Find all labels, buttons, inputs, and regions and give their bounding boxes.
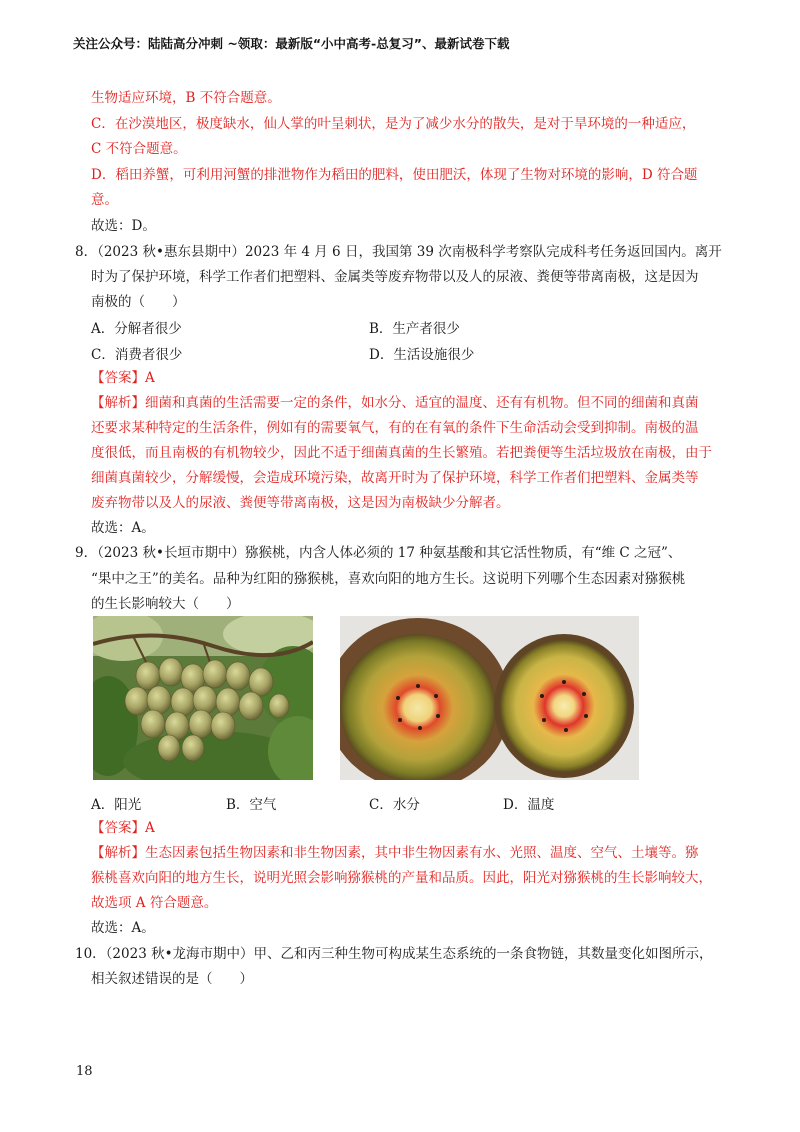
kiwi-cross-section-photo <box>340 616 639 780</box>
analysis-line: 猴桃喜欢向阳的地方生长，说明光照会影响猕猴桃的产量和品质。因此，阳光对猕猴桃的生长影响较大， <box>91 870 712 886</box>
analysis-line: 还要求某种特定的生活条件，例如有的需要氧气，有的在有氧的条件下生命活动会受到抑制。南极的温 <box>91 420 699 436</box>
text-line: C．在沙漠地区，极度缺水，仙人掌的叶呈刺状，是为了减少水分的散失，是对于旱环境的一种适应， <box>91 116 696 132</box>
option-c: C．水分 <box>369 797 420 813</box>
option-a: A．阳光 <box>91 797 142 813</box>
option-d: D．生活设施很少 <box>369 347 475 363</box>
choose-line: 故选：A。 <box>91 520 155 536</box>
answer-line: 【答案】A <box>91 370 155 386</box>
question-8-line: 8．（2023 秋•惠东县期中）2023 年 4 月 6 日，我国第 39 次南极科学考察队完成科考任务返回国内。离开 <box>75 244 722 260</box>
option-b: B．生产者很少 <box>369 321 460 337</box>
text-line: C 不符合题意。 <box>91 141 187 157</box>
question-10-line: 10．（2023 秋•龙海市期中）甲、乙和丙三种生物可构成某生态系统的一条食物链，其数量变化如图所示， <box>75 946 713 962</box>
option-a: A．分解者很少 <box>91 321 182 337</box>
option-d: D．温度 <box>503 797 555 813</box>
question-9-line: 的生长影响较大（ ） <box>91 596 240 612</box>
text-line: 意。 <box>91 192 118 208</box>
choose-line: 故选：D。 <box>91 218 156 234</box>
answer-line: 【答案】A <box>91 820 155 836</box>
question-9-line: “果中之王”的美名。品种为红阳的猕猴桃，喜欢向阳的地方生长。这说明下列哪个生态因素对猕猴桃 <box>91 571 686 587</box>
text-line: 生物适应环境，B 不符合题意。 <box>91 90 281 106</box>
choose-line: 故选：A。 <box>91 920 155 936</box>
question-8-line: 南极的（ ） <box>91 294 186 310</box>
analysis-line: 度很低，而且南极的有机物较少，因此不适于细菌真菌的生长繁殖。若把粪便等生活垃圾放在南极，由于 <box>91 445 712 461</box>
kiwi-vine-photo <box>93 616 313 780</box>
analysis-line: 【解析】细菌和真菌的生活需要一定的条件，如水分、适宜的温度、还有有机物。但不同的细菌和真菌 <box>91 395 699 411</box>
analysis-line: 细菌真菌较少，分解缓慢，会造成环境污染，故离开时为了保护环境，科学工作者们把塑料、金属类等 <box>91 470 699 486</box>
text-line: D．稻田养蟹，可利用河蟹的排泄物作为稻田的肥料，使田肥沃，体现了生物对环境的影响，D 符合题 <box>91 167 698 183</box>
page-number: 18 <box>76 1064 93 1079</box>
analysis-line: 故选项 A 符合题意。 <box>91 895 218 911</box>
page-header: 关注公众号：陆陆高分冲刺 ~领取：最新版“小中高考-总复习”、最新试卷下载 <box>73 36 510 51</box>
question-10-line: 相关叙述错误的是（ ） <box>91 971 253 987</box>
option-c: C．消费者很少 <box>91 347 183 363</box>
analysis-line: 【解析】生态因素包括生物因素和非生物因素，其中非生物因素有水、光照、温度、空气、土壤等。猕 <box>91 845 699 861</box>
question-8-line: 时为了保护环境，科学工作者们把塑料、金属类等废弃物带以及人的尿液、粪便等带离南极，这是因为 <box>91 269 699 285</box>
analysis-line: 废弃物带以及人的尿液、粪便等带离南极，这是因为南极缺少分解者。 <box>91 495 510 511</box>
question-9-line: 9．（2023 秋•长垣市期中）猕猴桃，内含人体必须的 17 种氨基酸和其它活性物质，有“维 C 之冠”、 <box>75 545 682 561</box>
option-b: B．空气 <box>226 797 277 813</box>
